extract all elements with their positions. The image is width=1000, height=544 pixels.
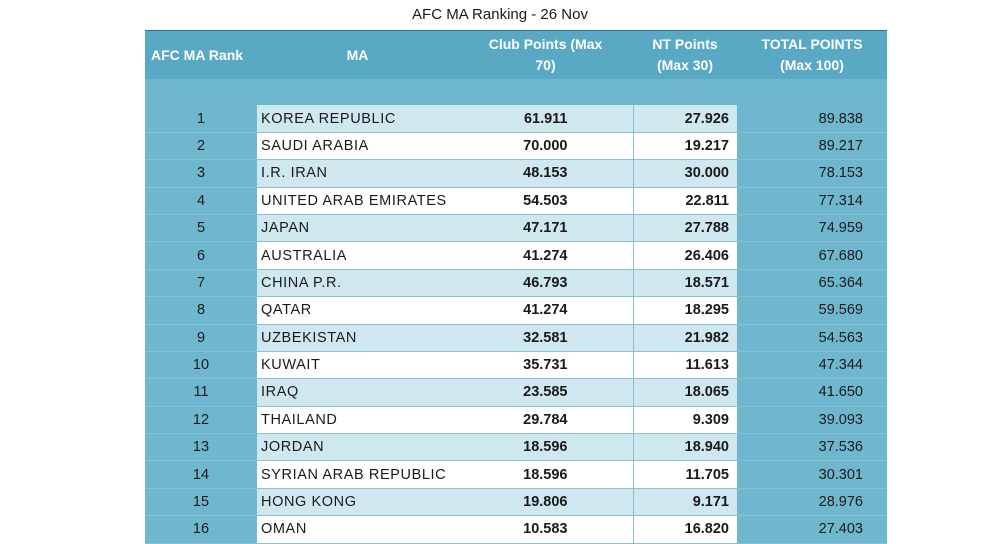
total-points-cell: 89.838: [737, 105, 887, 132]
total-points-cell: 67.680: [737, 242, 887, 269]
header-club-line2: 70): [535, 57, 556, 73]
table-row: [145, 187, 887, 214]
header-nt-points: [633, 31, 737, 80]
total-points-cell: 30.301: [737, 461, 887, 488]
header-rank: [145, 31, 257, 80]
table-row: [145, 269, 887, 296]
ma-name-cell: QATAR: [257, 297, 458, 324]
nt-points-cell: 9.309: [633, 406, 737, 433]
total-points-cell: 27.403: [737, 516, 887, 543]
club-points-cell: 70.000: [458, 132, 633, 159]
club-points-cell: 54.503: [458, 187, 633, 214]
nt-points-cell: 11.705: [633, 461, 737, 488]
club-points-cell: 48.153: [458, 160, 633, 187]
ma-name-cell: KOREA REPUBLIC: [257, 105, 458, 132]
ma-name-cell: SAUDI ARABIA: [257, 132, 458, 159]
nt-points-cell: 18.571: [633, 269, 737, 296]
club-points-cell: 41.274: [458, 297, 633, 324]
nt-points-cell: 22.811: [633, 187, 737, 214]
table-row: [145, 214, 887, 241]
ma-name-cell: UZBEKISTAN: [257, 324, 458, 351]
rank-cell: 6: [145, 242, 257, 269]
table-row: [145, 242, 887, 269]
club-points-cell: 18.596: [458, 434, 633, 461]
header-club-points: [458, 31, 633, 80]
header-total-line1: TOTAL POINTS: [761, 36, 863, 52]
nt-points-cell: 18.295: [633, 297, 737, 324]
ma-name-cell: JAPAN: [257, 214, 458, 241]
rank-cell: 2: [145, 132, 257, 159]
total-points-cell: 39.093: [737, 406, 887, 433]
nt-points-cell: 18.065: [633, 379, 737, 406]
total-points-cell: 28.976: [737, 488, 887, 515]
table-row: [145, 105, 887, 132]
rank-cell: 9: [145, 324, 257, 351]
ma-name-cell: SYRIAN ARAB REPUBLIC: [257, 461, 458, 488]
table-row: [145, 132, 887, 159]
total-points-cell: 59.569: [737, 297, 887, 324]
club-points-cell: 46.793: [458, 269, 633, 296]
total-points-cell: 78.153: [737, 160, 887, 187]
nt-points-cell: 9.171: [633, 488, 737, 515]
rank-cell: 5: [145, 214, 257, 241]
header-ma-label: MA: [346, 46, 369, 63]
nt-points-cell: 19.217: [633, 132, 737, 159]
rank-cell: 16: [145, 516, 257, 543]
table-row: [145, 406, 887, 433]
table-row: [145, 434, 887, 461]
table-row: [145, 351, 887, 378]
header-spacer: [145, 79, 887, 105]
nt-points-cell: 16.820: [633, 516, 737, 543]
club-points-cell: 18.596: [458, 461, 633, 488]
ma-name-cell: I.R. IRAN: [257, 160, 458, 187]
club-points-cell: 10.583: [458, 516, 633, 543]
club-points-cell: 41.274: [458, 242, 633, 269]
rank-cell: 7: [145, 269, 257, 296]
header-total-points: [737, 31, 887, 80]
club-points-cell: 29.784: [458, 406, 633, 433]
rank-cell: 14: [145, 461, 257, 488]
nt-points-cell: 11.613: [633, 351, 737, 378]
header-rank-label: AFC MA Rank: [151, 46, 244, 63]
total-points-cell: 37.536: [737, 434, 887, 461]
ma-name-cell: HONG KONG: [257, 488, 458, 515]
rank-cell: 1: [145, 105, 257, 132]
total-points-cell: 41.650: [737, 379, 887, 406]
rank-cell: 13: [145, 434, 257, 461]
nt-points-cell: 27.788: [633, 214, 737, 241]
nt-points-cell: 18.940: [633, 434, 737, 461]
table-row: [145, 488, 887, 515]
ma-name-cell: JORDAN: [257, 434, 458, 461]
header-ma: [257, 31, 458, 80]
rank-cell: 3: [145, 160, 257, 187]
rank-cell: 10: [145, 351, 257, 378]
table-row: [145, 297, 887, 324]
header-club-line1: Club Points (Max: [488, 36, 603, 52]
ma-name-cell: CHINA P.R.: [257, 269, 458, 296]
ma-name-cell: OMAN: [257, 516, 458, 543]
rank-cell: 11: [145, 379, 257, 406]
rank-cell: 15: [145, 488, 257, 515]
header-nt-line1: NT Points: [652, 36, 718, 52]
total-points-cell: 65.364: [737, 269, 887, 296]
nt-points-cell: 27.926: [633, 105, 737, 132]
ranking-body: [145, 79, 887, 543]
total-points-cell: 89.217: [737, 132, 887, 159]
total-points-cell: 74.959: [737, 214, 887, 241]
rank-cell: 12: [145, 406, 257, 433]
rank-cell: 4: [145, 187, 257, 214]
nt-points-cell: 21.982: [633, 324, 737, 351]
table-header-row: [145, 31, 887, 80]
club-points-cell: 47.171: [458, 214, 633, 241]
page-title: AFC MA Ranking - 26 Nov: [412, 6, 588, 23]
club-points-cell: 61.911: [458, 105, 633, 132]
club-points-cell: 19.806: [458, 488, 633, 515]
table-row: [145, 160, 887, 187]
ranking-table: [145, 30, 887, 544]
club-points-cell: 32.581: [458, 324, 633, 351]
ma-name-cell: AUSTRALIA: [257, 242, 458, 269]
header-total-line2: (Max 100): [780, 57, 844, 73]
table-row: [145, 516, 887, 543]
rank-cell: 8: [145, 297, 257, 324]
ma-name-cell: UNITED ARAB EMIRATES: [257, 187, 458, 214]
total-points-cell: 54.563: [737, 324, 887, 351]
ma-name-cell: THAILAND: [257, 406, 458, 433]
nt-points-cell: 26.406: [633, 242, 737, 269]
table-row: [145, 324, 887, 351]
table-row: [145, 379, 887, 406]
header-nt-line2: (Max 30): [656, 57, 714, 73]
total-points-cell: 77.314: [737, 187, 887, 214]
ma-name-cell: IRAQ: [257, 379, 458, 406]
nt-points-cell: 30.000: [633, 160, 737, 187]
ma-name-cell: KUWAIT: [257, 351, 458, 378]
club-points-cell: 35.731: [458, 351, 633, 378]
total-points-cell: 47.344: [737, 351, 887, 378]
club-points-cell: 23.585: [458, 379, 633, 406]
table-row: [145, 461, 887, 488]
